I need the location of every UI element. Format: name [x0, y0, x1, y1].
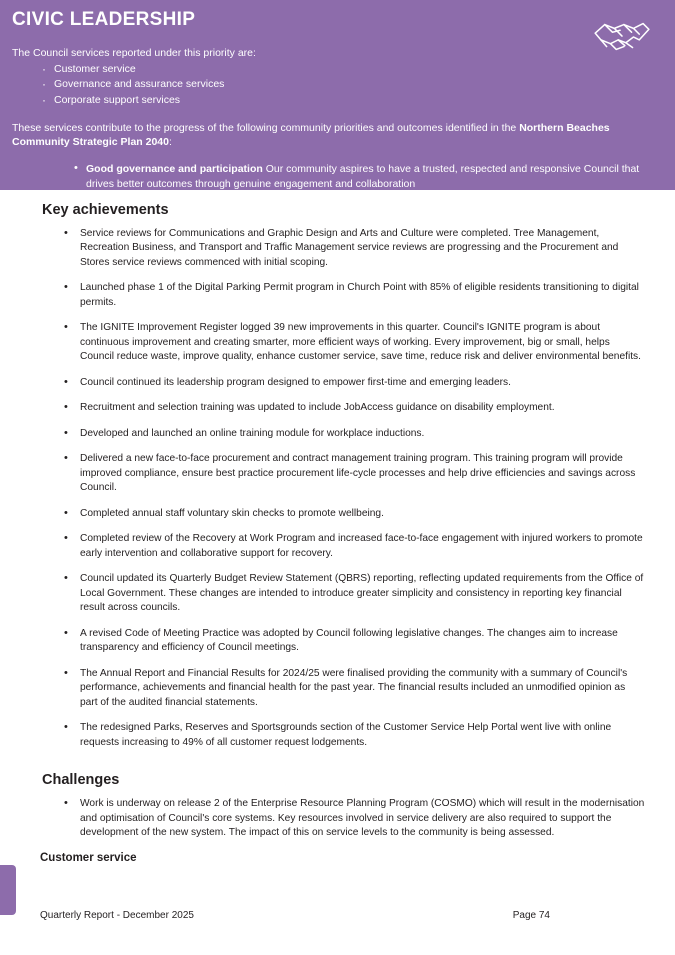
- list-item: • Service reviews for Communications and Graphic Design and Arts and Culture were completed. Tree Management, Recreation Business, and Transport and Traffic Management service reviews are progressing and the Procurement and Stores service reviews commenced with initial scoping.: [40, 227, 645, 270]
- list-item: • Completed review of the Recovery at Work Program and increased face-to-face engagement with injured workers to promote early intervention and collaborative support for recovery.: [40, 532, 645, 561]
- list-item: • The IGNITE Improvement Register logged 39 new improvements in this quarter. Council's IGNITE program is about continuous improvement and creating smarter, more efficient ways of working. Every improvement, big or small, helps Council reduce waste, improve quality, enhance customer service, save time, reduce risk and deliver environmental benefits.: [40, 321, 645, 364]
- priority-banner: [0, 0, 675, 190]
- list-item: • Delivered a new face-to-face procurement and contract management training program. This training program will provide improved compliance, ensure best practice procurement life-cycle processes and help drive efficiencies and savings across Council.: [40, 452, 645, 495]
- challenges-list: [40, 797, 645, 840]
- list-item: • Developed and launched an online training module for workplace inductions.: [40, 427, 645, 441]
- left-purple-accent: [0, 865, 16, 915]
- list-item: · Governance and assurance services: [12, 77, 661, 92]
- list-item: • The Annual Report and Financial Results for 2024/25 were finalised providing the community with a summary of Council's performance, achievements and financial health for the past year. The financial results included an unmodified opinion as part of the audited financial statements.: [40, 667, 645, 710]
- list-item: · Customer service: [12, 62, 661, 77]
- list-item: • The redesigned Parks, Reserves and Sportsgrounds section of the Customer Service Help Portal went live with online requests increasing to 49% of all customer request lodgements.: [40, 721, 645, 750]
- page-footer: [0, 910, 675, 921]
- list-item: • A revised Code of Meeting Practice was adopted by Council following legislative changes. The changes aim to increase transparency and efficiency of Council meetings.: [40, 627, 645, 656]
- outcomes-list: [12, 162, 661, 191]
- sub-heading-customer-service: Customer service: [40, 851, 137, 864]
- list-item: • Council continued its leadership program designed to empower first-time and emerging leaders.: [40, 376, 645, 390]
- document-body: [0, 190, 675, 864]
- contribution-text-lead: These services contribute to the progress of the following community priorities and outcomes identified in the: [12, 121, 520, 134]
- outcome-text: Our community aspires to have a trusted, respected and responsive Council that drives better outcomes through genuine engagement and collaboration: [86, 163, 640, 190]
- list-item: • Launched phase 1 of the Digital Parking Permit program in Church Point with 85% of eligible residents transitioning to digital permits.: [40, 281, 645, 310]
- list-item: · Corporate support services: [12, 93, 661, 108]
- footer-page-number: Page 74: [512, 910, 550, 921]
- services-list: [12, 62, 661, 108]
- key-achievements-list: [40, 227, 645, 750]
- list-item: [12, 162, 661, 191]
- section-heading-key-achievements: Key achievements: [42, 202, 169, 218]
- banner-contribution-text: [12, 121, 661, 150]
- list-item: • Work is underway on release 2 of the Enterprise Resource Planning Program (COSMO) which will result in the modernisation and optimisation of Council's core systems. Key resources involved in service delivery are also required to support the development of the new system. The impact of this on service levels to the community is being assessed.: [40, 797, 645, 840]
- list-item: • Completed annual staff voluntary skin checks to promote wellbeing.: [40, 507, 645, 521]
- contribution-text-tail: :: [168, 136, 172, 149]
- handshake-icon: [591, 14, 653, 60]
- list-item: • Recruitment and selection training was updated to include JobAccess guidance on disability employment.: [40, 401, 645, 415]
- list-item: • Council updated its Quarterly Budget Review Statement (QBRS) reporting, reflecting updated requirements from the Office of Local Government. These changes are intended to introduce greater simplicity and consistency in reporting key financial result across councils.: [40, 572, 645, 615]
- strategic-plan-name: Northern Beaches Community Strategic Plan 2040: [12, 121, 610, 149]
- outcome-title: Good governance and participation: [86, 163, 263, 176]
- banner-intro: The Council services reported under this priority are:: [12, 46, 256, 59]
- footer-report-label: Quarterly Report - December 2025: [40, 910, 194, 921]
- section-heading-challenges: Challenges: [42, 772, 120, 789]
- page-title: CIVIC LEADERSHIP: [12, 9, 196, 30]
